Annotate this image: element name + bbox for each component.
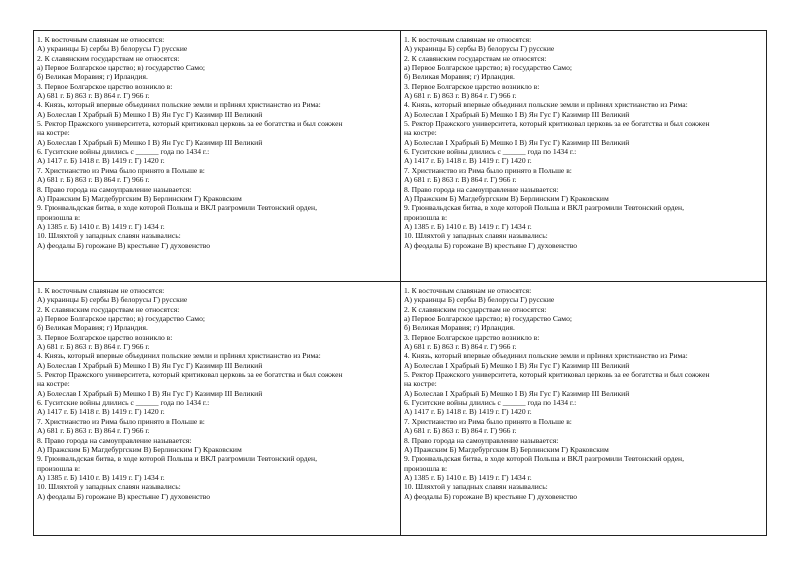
quiz-line: 9. Грюнвальдская битва, в ходе которой Польша и ВКЛ разгромили Тевтонский орден, [404, 454, 684, 464]
quiz-block-bottom-left [37, 286, 399, 501]
quiz-line: 7. Христианство из Рима было принято в Польше в: [404, 165, 572, 175]
horizontal-divider [34, 281, 766, 282]
quiz-line: 3. Первое Болгарское царство возникло в: [404, 332, 540, 342]
quiz-line: 7. Христианство из Рима было принято в Польше в: [404, 416, 572, 426]
quiz-line: 10. Шляхтой у западных славян назывались: [404, 231, 548, 241]
quiz-line: А) феодалы Б) горожане В) крестьяне Г) духовенство [37, 491, 211, 501]
quiz-line: на костре: [404, 379, 437, 389]
quiz-line: А) 681 г. Б) 863 г. В) 864 г. Г) 966 г. [37, 175, 150, 185]
quiz-line: 4. Князь, который впервые объединил польские земли и прIинял христианство из Рима: [37, 351, 321, 361]
quiz-line: А) украинцы Б) сербы В) белорусы Г) русские [37, 295, 188, 305]
quiz-line: А) Болеслав I Храбрый Б) Мешко I В) Ян Гус Г) Казимир III Великий [404, 388, 630, 398]
quiz-line: А) 681 г. Б) 863 г. В) 864 г. Г) 966 г. [404, 91, 517, 101]
quiz-line: А) украинцы Б) сербы В) белорусы Г) русские [404, 295, 555, 305]
quiz-line: 6. Гуситские войны длились с ______ года по 1434 г.: [37, 147, 210, 157]
quiz-line: А) 1417 г. Б) 1418 г. В) 1419 г. Г) 1420 г. [404, 407, 532, 417]
quiz-line: 10. Шляхтой у западных славян назывались: [37, 231, 181, 241]
quiz-block-top-right [404, 35, 766, 250]
quiz-line: 9. Грюнвальдская битва, в ходе которой Польша и ВКЛ разгромили Тевтонский орден, [37, 454, 317, 464]
quiz-line: 8. Право города на самоуправление называется: [404, 435, 559, 445]
quiz-line: А) украинцы Б) сербы В) белорусы Г) русские [37, 44, 188, 54]
quiz-line: 7. Христианство из Рима было принято в Польше в: [37, 165, 205, 175]
quiz-line: А) 1417 г. Б) 1418 г. В) 1419 г. Г) 1420 г. [404, 156, 532, 166]
vertical-divider [400, 31, 401, 535]
quiz-line: А) 681 г. Б) 863 г. В) 864 г. Г) 966 г. [37, 91, 150, 101]
quiz-line: А) Болеслав I Храбрый Б) Мешко I В) Ян Гус Г) Казимир III Великий [37, 360, 263, 370]
quiz-line: А) 681 г. Б) 863 г. В) 864 г. Г) 966 г. [404, 175, 517, 185]
quiz-line: произошла в: [37, 463, 81, 473]
quiz-line: А) украинцы Б) сербы В) белорусы Г) русские [404, 44, 555, 54]
quiz-line: 4. Князь, который впервые объединил польские земли и прIинял христианство из Рима: [37, 100, 321, 110]
quiz-line: на костре: [37, 128, 70, 138]
quiz-line: А) Болеслав I Храбрый Б) Мешко I В) Ян Гус Г) Казимир III Великий [404, 360, 630, 370]
quiz-line: 10. Шляхтой у западных славян назывались: [37, 482, 181, 492]
quiz-line: 4. Князь, который впервые объединил польские земли и прIинял христианство из Рима: [404, 100, 688, 110]
quiz-line: б) Великая Моравия; г) Ирландия. [37, 323, 148, 333]
quiz-line: 5. Ректор Пражского университета, который критиковал церковь за ее богатства и был сожжен [37, 370, 343, 380]
quiz-line: 6. Гуситские войны длились с ______ года по 1434 г.: [37, 398, 210, 408]
quiz-line: б) Великая Моравия; г) Ирландия. [37, 72, 148, 82]
quiz-line: А) 681 г. Б) 863 г. В) 864 г. Г) 966 г. [37, 342, 150, 352]
quiz-line: 4. Князь, который впервые объединил польские земли и прIинял христианство из Рима: [404, 351, 688, 361]
quiz-line: 5. Ректор Пражского университета, который критиковал церковь за ее богатства и был сожжен [37, 119, 343, 129]
worksheet-page [33, 30, 767, 536]
quiz-line: А) Болеслав I Храбрый Б) Мешко I В) Ян Гус Г) Казимир III Великий [37, 388, 263, 398]
quiz-line: 6. Гуситские войны длились с ______ года по 1434 г.: [404, 147, 577, 157]
quiz-line: а) Первое Болгарское царство; в) государство Само; [404, 314, 572, 324]
quiz-line: произошла в: [404, 212, 448, 222]
quiz-line: А) 1417 г. Б) 1418 г. В) 1419 г. Г) 1420 г. [37, 407, 165, 417]
quiz-block-top-left [37, 35, 399, 250]
quiz-line: А) Болеслав I Храбрый Б) Мешко I В) Ян Гус Г) Казимир III Великий [404, 109, 630, 119]
quiz-line: 3. Первое Болгарское царство возникло в: [37, 332, 173, 342]
quiz-line: А) 1417 г. Б) 1418 г. В) 1419 г. Г) 1420 г. [37, 156, 165, 166]
quiz-line: 3. Первое Болгарское царство возникло в: [404, 81, 540, 91]
quiz-line: А) 1385 г. Б) 1410 г. В) 1419 г. Г) 1434 г. [37, 472, 165, 482]
quiz-line: 5. Ректор Пражского университета, который критиковал церковь за ее богатства и был сожжен [404, 370, 710, 380]
quiz-line: а) Первое Болгарское царство; в) государство Само; [404, 63, 572, 73]
quiz-line: 2. К славянским государствам не относятся: [37, 53, 180, 63]
quiz-line: А) Болеслав I Храбрый Б) Мешко I В) Ян Гус Г) Казимир III Великий [404, 137, 630, 147]
quiz-line: 1. К восточным славянам не относятся: [404, 286, 532, 295]
quiz-line: А) 681 г. Б) 863 г. В) 864 г. Г) 966 г. [404, 342, 517, 352]
quiz-block-bottom-right [404, 286, 766, 501]
quiz-line: 2. К славянским государствам не относятся: [37, 304, 180, 314]
quiz-line: 1. К восточным славянам не относятся: [404, 35, 532, 44]
quiz-line: а) Первое Болгарское царство; в) государство Само; [37, 314, 205, 324]
quiz-line: А) Болеслав I Храбрый Б) Мешко I В) Ян Гус Г) Казимир III Великий [37, 137, 263, 147]
quiz-line: 2. К славянским государствам не относятся: [404, 304, 547, 314]
quiz-line: 9. Грюнвальдская битва, в ходе которой Польша и ВКЛ разгромили Тевтонский орден, [404, 203, 684, 213]
quiz-line: б) Великая Моравия; г) Ирландия. [404, 72, 515, 82]
quiz-line: А) феодалы Б) горожане В) крестьяне Г) духовенство [37, 240, 211, 250]
quiz-line: 1. К восточным славянам не относятся: [37, 35, 165, 44]
quiz-line: А) Пражским Б) Магдебургским В) Берлинским Г) Краковским [404, 193, 609, 203]
quiz-line: А) Пражским Б) Магдебургским В) Берлинским Г) Краковским [404, 444, 609, 454]
quiz-line: на костре: [404, 128, 437, 138]
quiz-line: А) Пражским Б) Магдебургским В) Берлинским Г) Краковским [37, 444, 242, 454]
quiz-line: 8. Право города на самоуправление называется: [37, 184, 192, 194]
quiz-line: А) феодалы Б) горожане В) крестьяне Г) духовенство [404, 240, 578, 250]
quiz-line: 7. Христианство из Рима было принято в Польше в: [37, 416, 205, 426]
quiz-line: 3. Первое Болгарское царство возникло в: [37, 81, 173, 91]
quiz-line: 2. К славянским государствам не относятся: [404, 53, 547, 63]
quiz-line: А) Болеслав I Храбрый Б) Мешко I В) Ян Гус Г) Казимир III Великий [37, 109, 263, 119]
quiz-line: А) феодалы Б) горожане В) крестьяне Г) духовенство [404, 491, 578, 501]
quiz-line: 8. Право города на самоуправление называется: [404, 184, 559, 194]
quiz-line: б) Великая Моравия; г) Ирландия. [404, 323, 515, 333]
quiz-line: 8. Право города на самоуправление называется: [37, 435, 192, 445]
quiz-line: А) 681 г. Б) 863 г. В) 864 г. Г) 966 г. [37, 426, 150, 436]
quiz-line: 10. Шляхтой у западных славян назывались: [404, 482, 548, 492]
quiz-line: а) Первое Болгарское царство; в) государство Само; [37, 63, 205, 73]
quiz-line: произошла в: [404, 463, 448, 473]
quiz-line: произошла в: [37, 212, 81, 222]
quiz-line: А) 1385 г. Б) 1410 г. В) 1419 г. Г) 1434 г. [404, 221, 532, 231]
quiz-line: А) 1385 г. Б) 1410 г. В) 1419 г. Г) 1434 г. [404, 472, 532, 482]
quiz-line: А) 1385 г. Б) 1410 г. В) 1419 г. Г) 1434 г. [37, 221, 165, 231]
quiz-line: А) 681 г. Б) 863 г. В) 864 г. Г) 966 г. [404, 426, 517, 436]
quiz-line: на костре: [37, 379, 70, 389]
quiz-line: 9. Грюнвальдская битва, в ходе которой Польша и ВКЛ разгромили Тевтонский орден, [37, 203, 317, 213]
quiz-line: 1. К восточным славянам не относятся: [37, 286, 165, 295]
quiz-line: 6. Гуситские войны длились с ______ года по 1434 г.: [404, 398, 577, 408]
quiz-line: 5. Ректор Пражского университета, который критиковал церковь за ее богатства и был сожжен [404, 119, 710, 129]
quiz-line: А) Пражским Б) Магдебургским В) Берлинским Г) Краковским [37, 193, 242, 203]
